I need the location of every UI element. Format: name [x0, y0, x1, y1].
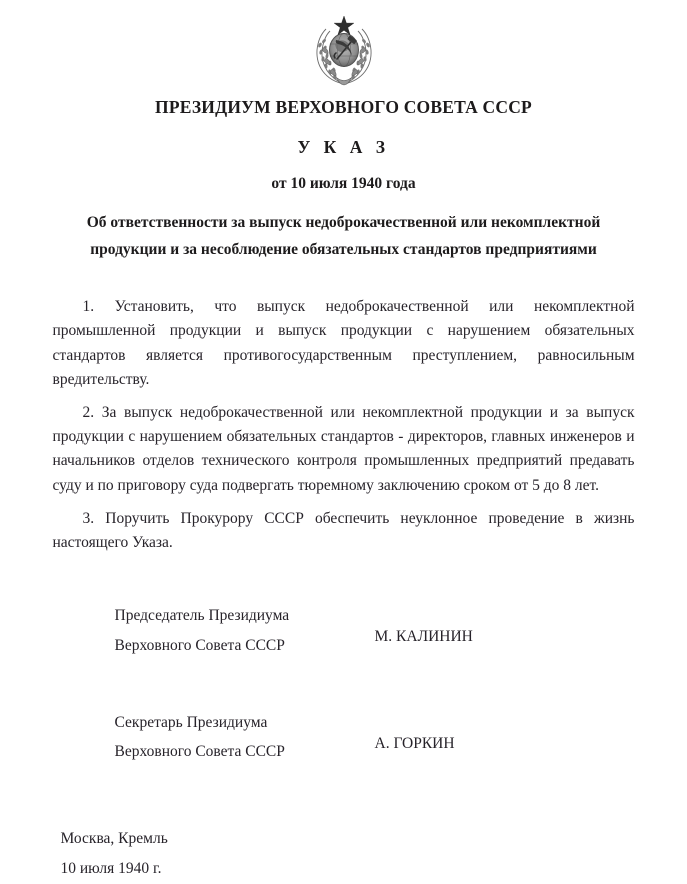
- signature-name-secretary: А. ГОРКИН: [374, 734, 455, 752]
- clause-2: 2. За выпуск недоброкачественной или некомплектной продукции и за выпуск продукции с нарушением обязательных стандартов - директоров, главных инженеров и начальников отделов технического контроля промышленных предприятий предавать суду и по приговору суда подвергать тюремному заключению сроком от 5 до 8 лет.: [52, 404, 635, 494]
- footer-place: Москва, Кремль: [60, 830, 168, 848]
- clause-3: 3. Поручить Прокурору СССР обеспечить неуклонное проведение в жизнь настоящего Указа.: [52, 509, 635, 551]
- signature-block: [53, 555, 635, 767]
- document-heading: [0, 97, 687, 263]
- decree-date: от 10 июля 1940 года: [271, 175, 416, 192]
- signature-role-secretary-line-2: Верховного Совета СССР: [114, 743, 285, 761]
- decree-word: У К А З: [297, 137, 390, 157]
- signature-role-chairman-line-1: Председатель Президиума: [114, 607, 290, 625]
- emblem-container: [0, 0, 687, 88]
- decree-subject-line-2: продукции и за несоблюдение обязательных стандартов предприятиями: [90, 240, 597, 258]
- ussr-coat-of-arms-icon: [311, 14, 377, 88]
- clause-1: 1. Установить, что выпуск недоброкачественной или некомплектной промышленной продукции и выпуск продукции с нарушением обязательных стандартов является противогосударственным преступлением, равносильным вредительству.: [52, 298, 635, 388]
- decree-subject: [63, 210, 625, 263]
- signature-role-chairman: [53, 601, 343, 661]
- signature-name-chairman: М. КАЛИНИН: [374, 628, 473, 646]
- organization-title: ПРЕЗИДИУМ ВЕРХОВНОГО СОВЕТА СССР: [155, 97, 532, 117]
- document-footer: [53, 814, 635, 884]
- signature-role-secretary: [53, 708, 343, 768]
- signature-row-chairman: [53, 601, 635, 661]
- signature-role-secretary-line-1: Секретарь Президиума: [114, 713, 268, 731]
- decree-subject-line-1: Об ответственности за выпуск недоброкачественной или некомплектной: [86, 214, 601, 231]
- signature-row-secretary: [53, 708, 635, 768]
- footer-date: 10 июля 1940 г.: [60, 859, 162, 877]
- decree-body: [53, 263, 635, 555]
- signature-role-chairman-line-2: Верховного Совета СССР: [114, 636, 285, 654]
